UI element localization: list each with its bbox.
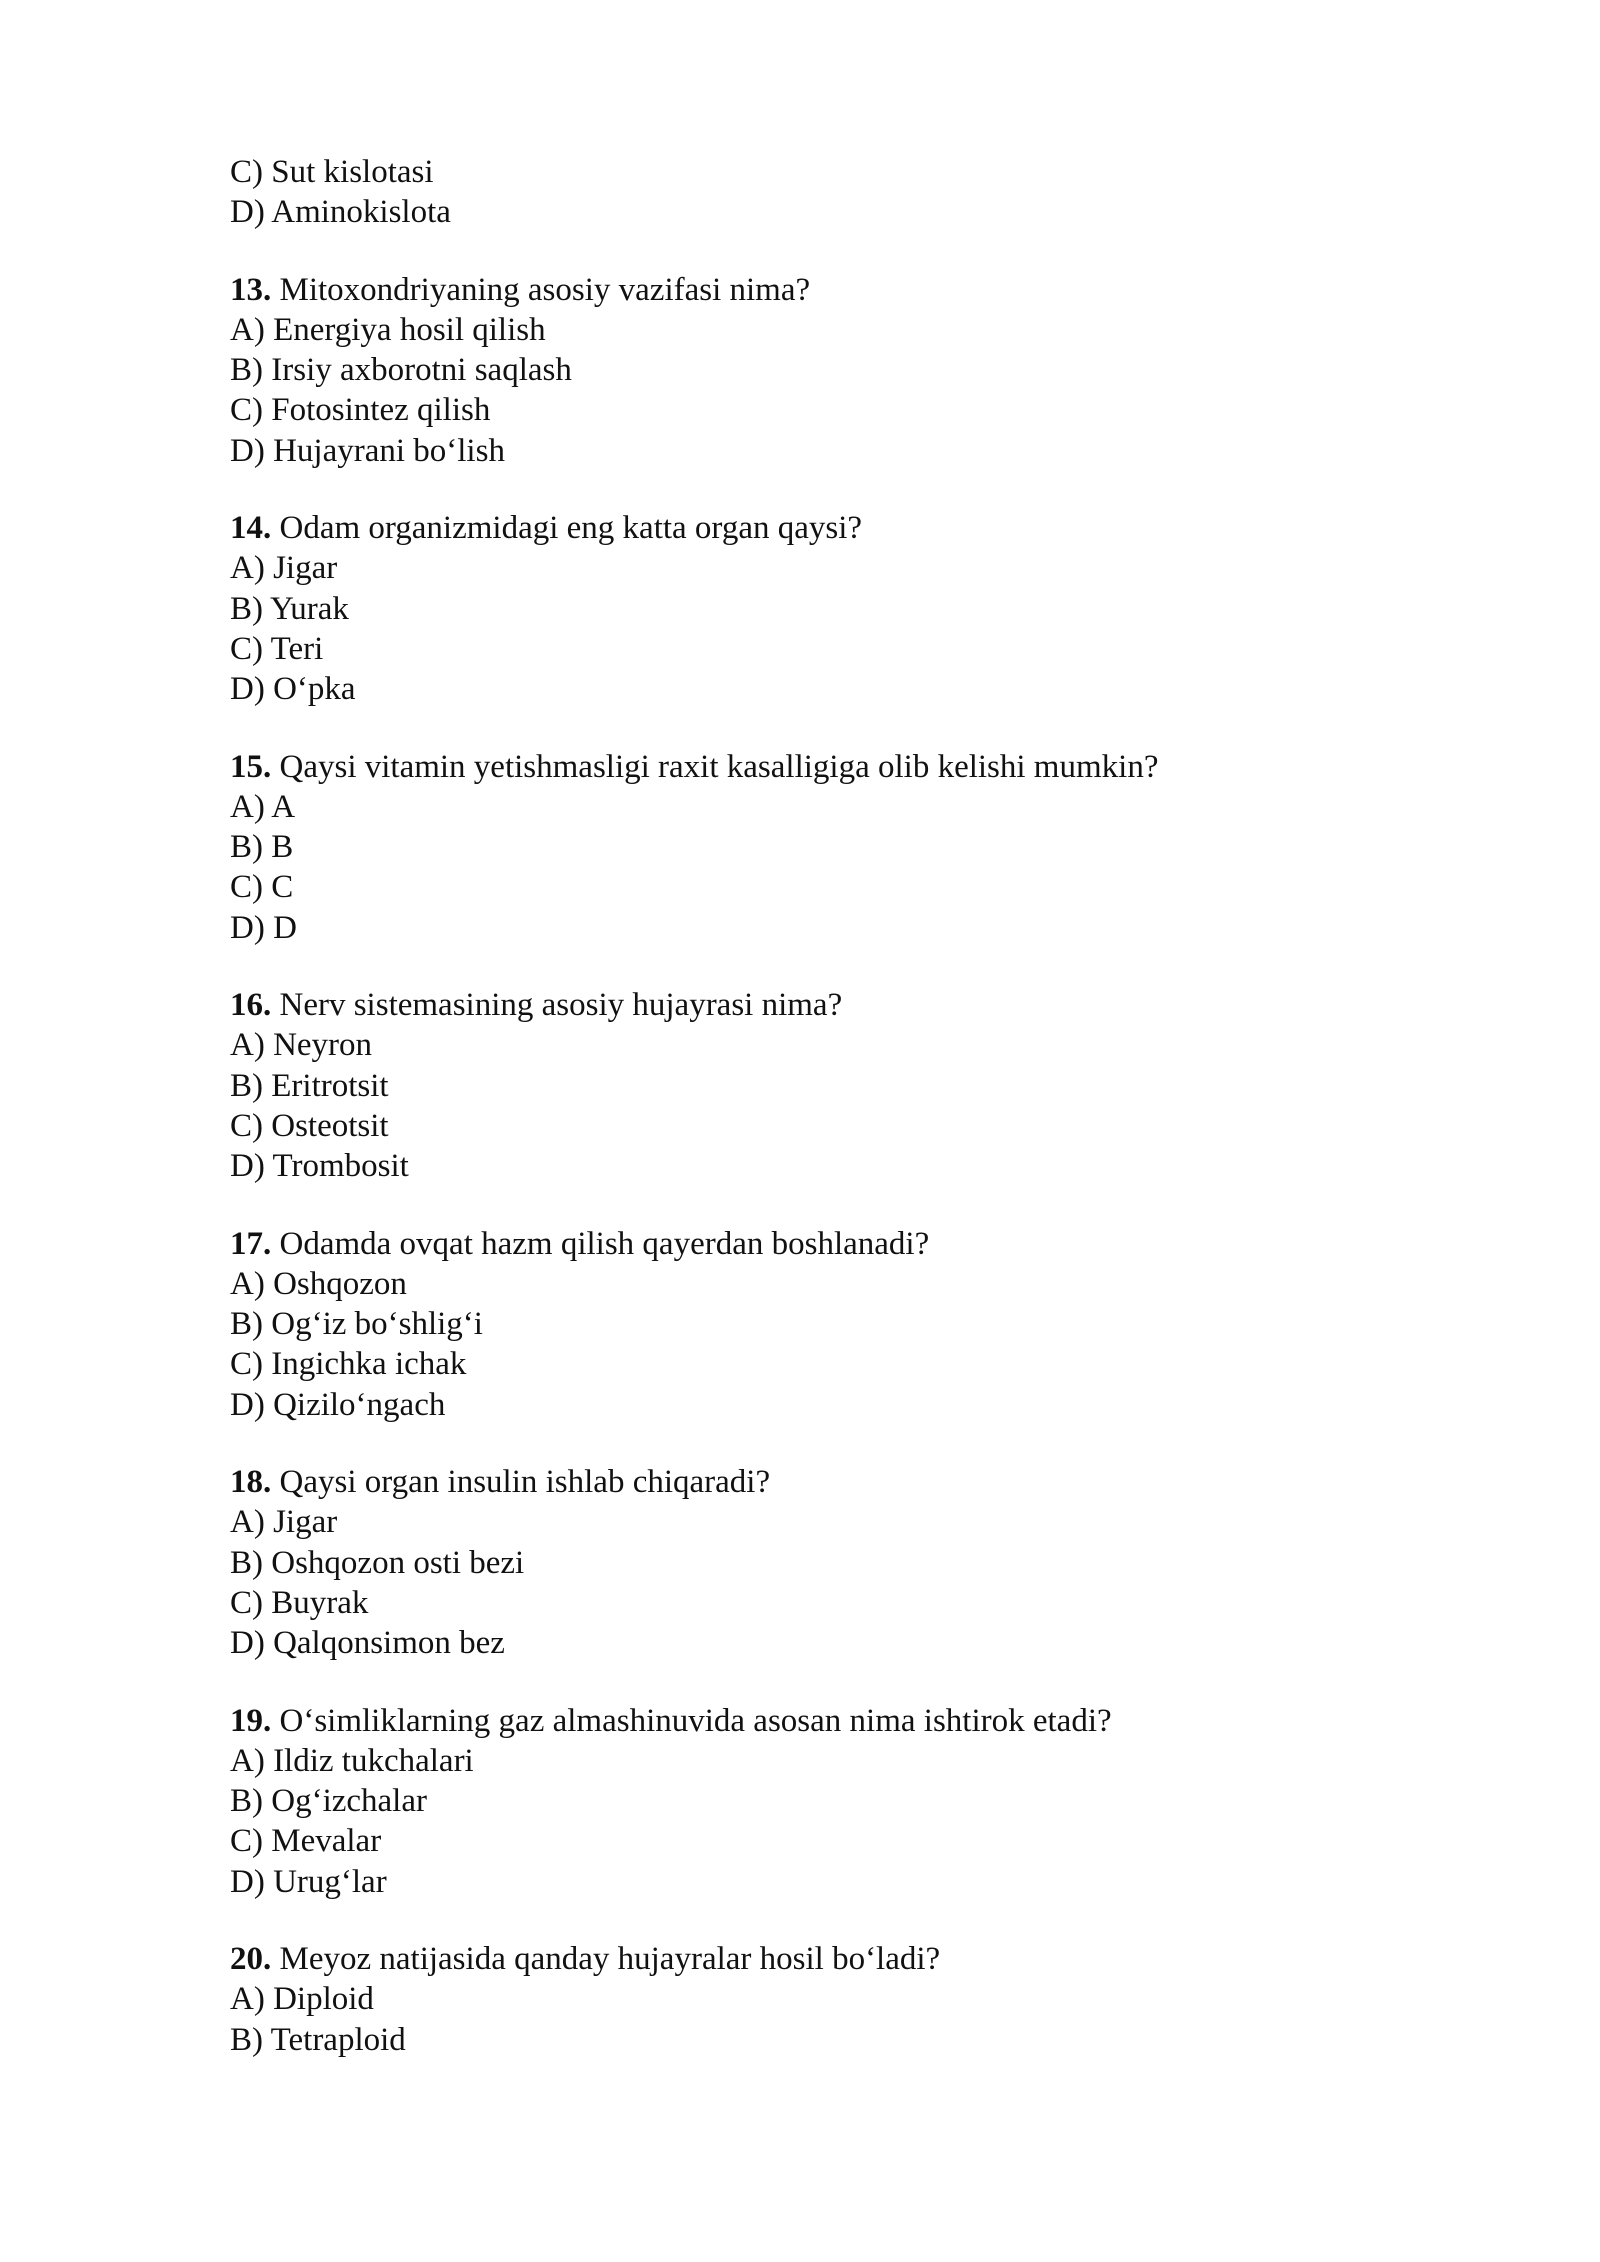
question-14: [230, 508, 1430, 709]
question-19: [230, 1701, 1430, 1902]
question-13: [230, 270, 1430, 471]
option-c: C) Ingichka ichak: [230, 1346, 467, 1383]
question-15: [230, 747, 1430, 948]
question-17: [230, 1224, 1430, 1425]
option-b: B) Og‘izchalar: [230, 1783, 427, 1820]
question-stem: [230, 1701, 1430, 1741]
option-a: A) Jigar: [230, 1504, 338, 1541]
option-d: D) Qalqonsimon bez: [230, 1625, 505, 1662]
option-a: A) Neyron: [230, 1027, 373, 1064]
option-d: D) Urug‘lar: [230, 1863, 387, 1900]
question-stem: [230, 1462, 1430, 1502]
question-number: 17.: [230, 1225, 272, 1262]
option: D) Aminokislota: [230, 194, 451, 231]
option-c: C) Fotosintez qilish: [230, 392, 491, 429]
option-d: D) Qizilo‘ngach: [230, 1386, 446, 1423]
option-a: A) Energiya hosil qilish: [230, 311, 546, 348]
option-a: A) Oshqozon: [230, 1265, 407, 1302]
question-stem: [230, 270, 1430, 310]
option-d: D) O‘pka: [230, 671, 356, 708]
question-text: Nerv sistemasining asosiy hujayrasi nima?: [271, 987, 843, 1024]
document-page: [230, 152, 1430, 2097]
question-number: 20.: [230, 1940, 272, 1977]
option-a: A) Jigar: [230, 550, 338, 587]
question-text: Mitoxondriyaning asosiy vazifasi nima?: [271, 271, 811, 308]
option-b: B) Eritrotsit: [230, 1067, 389, 1104]
option-b: B) Tetraploid: [230, 2021, 406, 2058]
question-stem: [230, 747, 1430, 787]
option-b: B) Irsiy axborotni saqlash: [230, 352, 572, 389]
option-d: D) Hujayrani bo‘lish: [230, 432, 505, 469]
option-b: B) Yurak: [230, 590, 349, 627]
question-16: [230, 985, 1430, 1186]
leading-options: [230, 152, 1430, 233]
question-text: O‘simliklarning gaz almashinuvida asosan nima ishtirok etadi?: [271, 1702, 1112, 1739]
question-18: [230, 1462, 1430, 1663]
question-stem: [230, 985, 1430, 1025]
question-text: Qaysi organ insulin ishlab chiqaradi?: [271, 1464, 771, 1501]
question-number: 19.: [230, 1702, 272, 1739]
question-stem: [230, 508, 1430, 548]
option-a: A) A: [230, 788, 296, 825]
option-d: D) Trombosit: [230, 1148, 409, 1185]
option-b: B) Og‘iz bo‘shlig‘i: [230, 1306, 483, 1343]
question-text: Odam organizmidagi eng katta organ qaysi?: [271, 510, 863, 547]
option-c: C) C: [230, 869, 294, 906]
option-a: A) Diploid: [230, 1981, 374, 2018]
question-number: 14.: [230, 510, 272, 547]
question-number: 16.: [230, 987, 272, 1024]
question-number: 18.: [230, 1464, 272, 1501]
question-20: [230, 1939, 1430, 2060]
option-c: C) Buyrak: [230, 1584, 369, 1621]
option-c: C) Mevalar: [230, 1823, 382, 1860]
option-c: C) Osteotsit: [230, 1107, 389, 1144]
question-text: Odamda ovqat hazm qilish qayerdan boshlanadi?: [271, 1225, 930, 1262]
question-stem: [230, 1224, 1430, 1264]
option-b: B) Oshqozon osti bezi: [230, 1544, 525, 1581]
question-number: 15.: [230, 748, 272, 785]
question-stem: [230, 1939, 1430, 1979]
option-a: A) Ildiz tukchalari: [230, 1742, 474, 1779]
option-d: D) D: [230, 909, 297, 946]
option-c: C) Teri: [230, 630, 324, 667]
option: C) Sut kislotasi: [230, 154, 434, 190]
question-text: Qaysi vitamin yetishmasligi raxit kasalligiga olib kelishi mumkin?: [271, 748, 1159, 785]
question-number: 13.: [230, 271, 272, 308]
question-text: Meyoz natijasida qanday hujayralar hosil bo‘ladi?: [271, 1940, 941, 1977]
option-b: B) B: [230, 829, 294, 866]
